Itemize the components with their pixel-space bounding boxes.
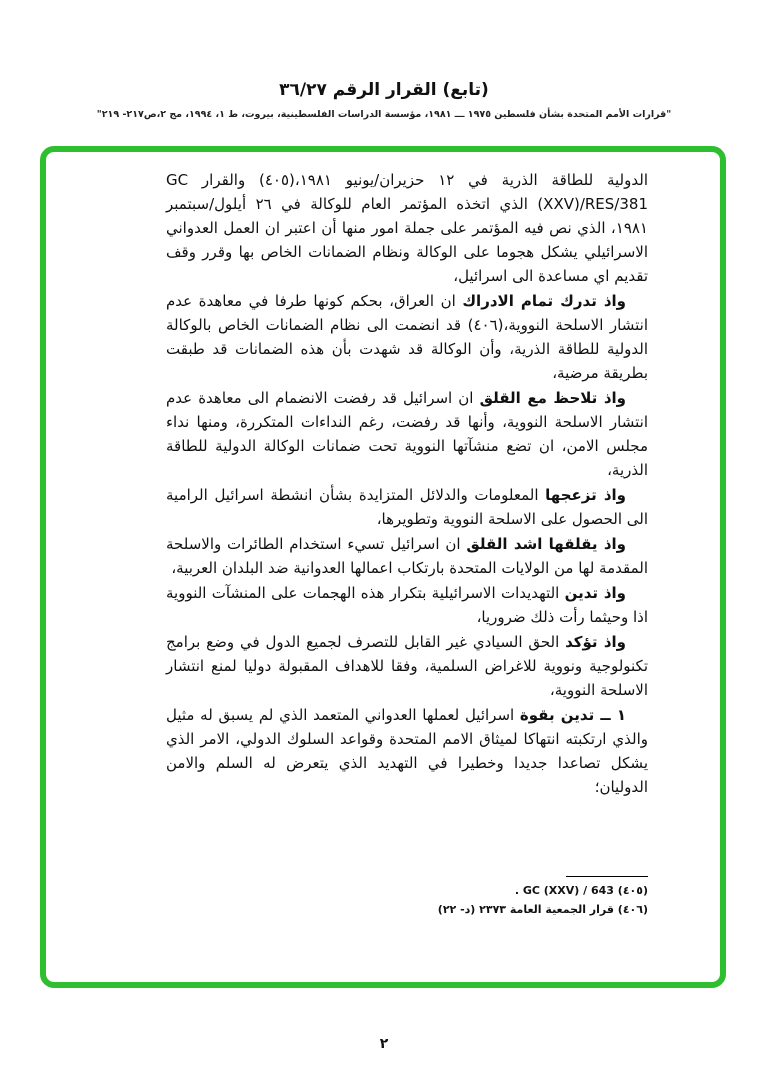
paragraph-lead: واذ تزعجها bbox=[545, 486, 626, 504]
paragraph: واذ تدين التهديدات الاسرائيلية بتكرار هذه الهجمات على المنشآت النووية اذا وحيثما رأت ذلك ضروريا، bbox=[166, 584, 648, 626]
paragraph: واذ تلاحظ مع القلق ان اسرائيل قد رفضت الانضمام الى معاهدة عدم انتشار الاسلحة النووية، وأنها قد رفضت، رغم النداءات المتكررة، ومنها نداء مجلس الامن، ان تضع منشآتها النووية تحت ضمانات الوكالة الدولية للطاقة الذرية، bbox=[166, 389, 648, 479]
paragraph: الدولية للطاقة الذرية في ١٢ حزيران/يونيو ١٩٨١،(٤٠٥) والقرار GC (XXV)/RES/381 الذي اتخذه المؤتمر العام للوكالة في ٢٦ أيلول/سبتمبر ١٩٨١، الذي نص فيه المؤتمر على جملة امور منها أن اعتبر ان العمل العدواني الاسرائيلي يشكل هجوما على الوكالة ونظام الضمانات الخاص بها وقرر وقف تقديم اي مساعدة الى اسرائيل، bbox=[166, 171, 648, 285]
document-paragraphs bbox=[166, 168, 648, 800]
footnote-divider bbox=[566, 876, 648, 877]
paragraph-lead: واذ يقلقها اشد القلق bbox=[466, 535, 626, 553]
paragraph: واذ تدرك تمام الادراك ان العراق، بحكم كونها طرفا في معاهدة عدم انتشار الاسلحة النووية،(٤٠٦) قد انضمت الى نظام الضمانات الخاص بالوكالة الدولية للطاقة الذرية، وأن الوكالة قد شهدت بأن هذه الضمانات قد طبقت بطريقة مرضية، bbox=[166, 292, 648, 382]
highlight-border bbox=[40, 146, 726, 988]
paragraph: ١ ــ تدين بقوة اسرائيل لعملها العدواني المتعمد الذي لم يسبق له مثيل والذي ارتكبته انتهاكا لميثاق الامم المتحدة وقواعد السلوك الدولي، الامر الذي يشكل تصاعدا جديدا وخطيرا في التهديد الذي يتعرض له السلم والامن الدوليان؛ bbox=[166, 706, 648, 796]
footnote: (٤٠٦) قرار الجمعية العامة ٢٣٧٣ (د- ٢٢) bbox=[437, 903, 648, 916]
paragraph: واذ تزعجها المعلومات والدلائل المتزايدة بشأن انشطة اسرائيل الرامية الى الحصول على الاسلحة النووية وتطويرها، bbox=[166, 486, 648, 528]
footnotes-list bbox=[166, 884, 648, 916]
paragraph-lead: واذ تدرك تمام الادراك bbox=[462, 292, 626, 310]
paragraph-lead: ١ ــ تدين بقوة bbox=[519, 706, 626, 724]
paragraph-lead: واذ تدين bbox=[564, 584, 626, 602]
paragraph: واذ تؤكد الحق السيادي غير القابل للتصرف لجميع الدول في وضع برامج تكنولوجية ونووية للاغراض السلمية، وفقا للاهداف المقبولة دوليا لمنع انتشار الاسلحة النووية، bbox=[166, 633, 648, 699]
document-title: (تابع) القرار الرقم ٣٦/٢٧ bbox=[279, 80, 489, 100]
document-source-line: "قرارات الأمم المتحدة بشأن فلسطين ١٩٧٥ ـــ ١٩٨١، مؤسسة الدراسات الفلسطينية، بيروت، ط ١، ١٩٩٤، مج ٢،ص٢١٧- ٢١٩" bbox=[96, 109, 672, 120]
page-number: ٢ bbox=[379, 1036, 389, 1052]
footnote: (٤٠٥) GC (XXV) / 643 . bbox=[514, 884, 648, 897]
page-header bbox=[0, 80, 768, 120]
footnotes-section bbox=[166, 876, 648, 922]
paragraph-lead: واذ تؤكد bbox=[565, 633, 626, 651]
paragraph-lead: واذ تلاحظ مع القلق bbox=[479, 389, 626, 407]
paragraph: واذ يقلقها اشد القلق ان اسرائيل تسيء استخدام الطائرات والاسلحة المقدمة لها من الولايات المتحدة بارتكاب اعمالها العدوانية ضد البلدان العربية، bbox=[166, 535, 648, 577]
